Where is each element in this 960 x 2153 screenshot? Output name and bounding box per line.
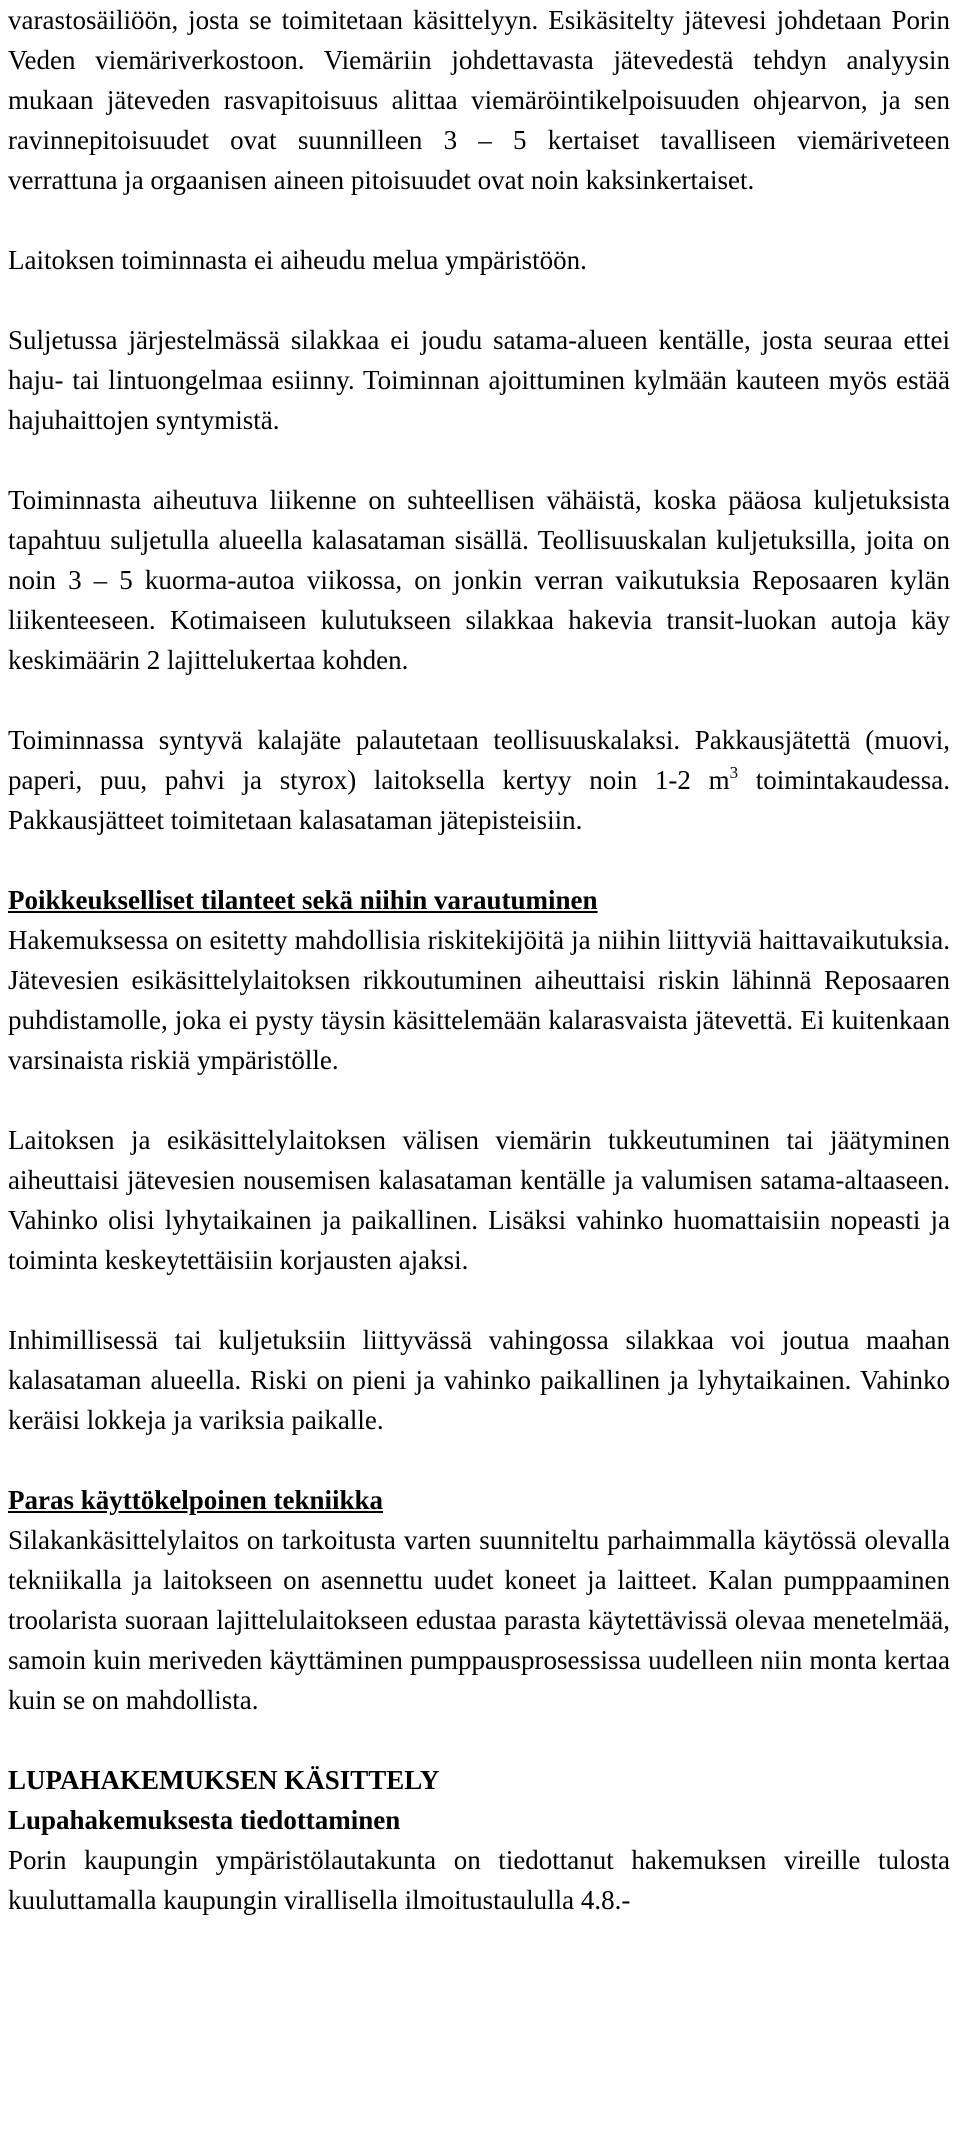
paragraph-waste — [8, 720, 950, 840]
heading-notification: Lupahakemuksesta tiedottaminen — [8, 1805, 401, 1835]
paragraph-sewer-blockage: Laitoksen ja esikäsittelylaitoksen välisen viemärin tukkeutuminen tai jäätyminen aiheuttaisi jätevesien nousemisen kalasataman kentälle ja valumisen satama-altaaseen. Vahinko olisi lyhytaikainen ja paikallinen. Lisäksi vahinko huomattaisiin nopeasti ja toiminta keskeytettäisiin korjausten ajaksi. — [8, 1125, 950, 1275]
section-best-technique — [8, 1480, 950, 1720]
paragraph-wastewater: varastosäiliöön, josta se toimitetaan käsittelyyn. Esikäsitelty jätevesi johdetaan Porin Veden viemäriverkostoon. Viemäriin johdettavasta jätevedestä tehdyn analyysin mukaan jäteveden rasvapitoisuus alittaa viemäröintikelpoisuuden ohjearvon, ja sen ravinnepitoisuudet ovat suunnilleen 3 – 5 kertaiset tavalliseen viemäriveteen verrattuna ja orgaanisen aineen pitoisuudet ovat noin kaksinkertaiset. — [8, 5, 950, 195]
paragraph-risk-factors: Hakemuksessa on esitetty mahdollisia riskitekijöitä ja niihin liittyviä haittavaikutuksia. Jätevesien esikäsittelylaitoksen rikkoutuminen aiheuttaisi riskin lähinnä Reposaaren puhdistamolle, joka ei pysty täysin käsittelemään kalarasvaista jätevettä. Ei kuitenkaan varsinaista riskiä ympäristölle. — [8, 925, 950, 1075]
section-permit-processing — [8, 1760, 950, 1920]
section-exceptional-situations — [8, 880, 950, 1080]
cubic-superscript: 3 — [729, 763, 739, 782]
paragraph-closed-system: Suljetussa järjestelmässä silakkaa ei joudu satama-alueen kentälle, josta seuraa ettei haju- tai lintuongelmaa esiinny. Toiminnan ajoittuminen kylmään kauteen myös estää hajuhaittojen syntymistä. — [8, 325, 950, 435]
paragraph-notification: Porin kaupungin ympäristölautakunta on tiedottanut hakemuksen vireille tulosta kuuluttamalla kaupungin virallisella ilmoitustaululla 4.8.- — [8, 1845, 950, 1915]
waste-text-end: toimintakaudessa. Pakkausjätteet toimitetaan kalasataman jätepisteisiin. — [8, 765, 950, 835]
heading-permit-processing: LUPAHAKEMUKSEN KÄSITTELY — [8, 1765, 440, 1795]
paragraph-best-technique: Silakankäsittelylaitos on tarkoitusta varten suunniteltu parhaimmalla käytössä olevalla tekniikalla ja laitokseen on asennettu uudet koneet ja laitteet. Kalan pumppaaminen troolarista suoraan lajittelulaitokseen edustaa parasta käytettävissä olevaa menetelmää, samoin kuin meriveden käyttäminen pumppausprosessissa uudelleen niin monta kertaa kuin se on mahdollista. — [8, 1525, 950, 1715]
heading-best-technique: Paras käyttökelpoinen tekniikka — [8, 1485, 384, 1515]
waste-text-start: Toiminnassa syntyvä kalajäte palautetaan teollisuuskalaksi. Pakkausjätettä (muovi, paperi, puu, pahvi ja styrox) laitoksella kertyy noin 1-2 m — [8, 725, 950, 795]
heading-exceptional-situations: Poikkeukselliset tilanteet sekä niihin varautuminen — [8, 885, 598, 915]
paragraph-human-error: Inhimillisessä tai kuljetuksiin liittyvässä vahingossa silakkaa voi joutua maahan kalasataman alueella. Riski on pieni ja vahinko paikallinen ja lyhytaikainen. Vahinko keräisi lokkeja ja variksia paikalle. — [8, 1325, 950, 1435]
paragraph-noise: Laitoksen toiminnasta ei aiheudu melua ympäristöön. — [8, 245, 587, 275]
paragraph-traffic: Toiminnasta aiheutuva liikenne on suhteellisen vähäistä, koska pääosa kuljetuksista tapahtuu suljetulla alueella kalasataman sisällä. Teollisuuskalan kuljetuksilla, joita on noin 3 – 5 kuorma-autoa viikossa, on jonkin verran vaikutuksia Reposaaren kylän liikenteeseen. Kotimaiseen kulutukseen silakkaa hakevia transit-luokan autoja käy keskimäärin 2 lajittelukertaa kohden. — [8, 485, 950, 675]
